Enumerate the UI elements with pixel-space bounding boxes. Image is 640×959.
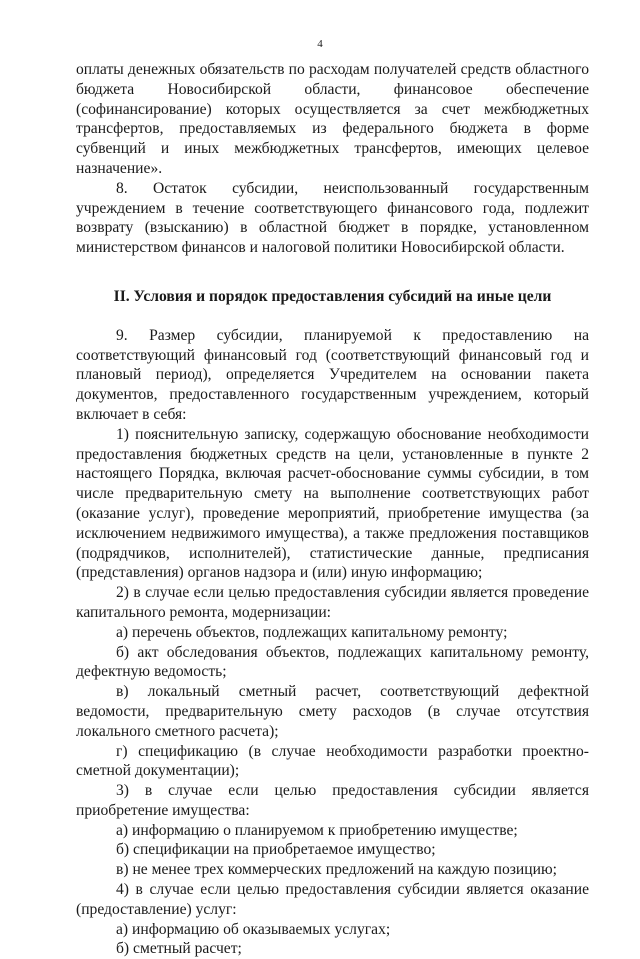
item-1: 1) пояснительную записку, содержащую обоснование необходимости предоставления бюджетных средств на цели, установленные в пункте 2 настоящего Порядка, включая расчет-обоснование суммы субсидии, в том числе предварительную смету на выполнение соответствующих работ (оказание услуг), проведение мероприятий, приобретение имущества (за исключением недвижимого имущества), а также предложения поставщиков (подрядчиков, исполнителей), статистические данные, предписания (представления) органов надзора и (или) иную информацию; bbox=[76, 425, 589, 582]
item-3v: в) не менее трех коммерческих предложений на каждую позицию; bbox=[116, 861, 557, 879]
item-2b: б) акт обследования объектов, подлежащих капитальному ремонту, дефектную ведомость; bbox=[76, 643, 589, 681]
paragraph-8: 8. Остаток субсидии, неиспользованный государственным учреждением в течение соответствующего финансового года, подлежит возврату (взысканию) в областной бюджет в порядке, установленном министерством финансов и налоговой политики Новосибирской области. bbox=[76, 179, 589, 257]
item-2v: в) локальный сметный расчет, соответствующий дефектной ведомости, предварительную смету расходов (в случае отсутствия локального сметного расчета); bbox=[76, 683, 589, 740]
item-4: 4) в случае если целью предоставления субсидии является оказание (предоставление) услуг: bbox=[76, 881, 589, 918]
item-2: 2) в случае если целью предоставления субсидии является проведение капитального ремонта, модернизации: bbox=[76, 584, 589, 621]
item-3: 3) в случае если целью предоставления субсидии является приобретение имущества: bbox=[76, 782, 589, 819]
item-4b: б) сметный расчет; bbox=[116, 940, 242, 958]
section-heading: II. Условия и порядок предоставления субсидий на иные цели bbox=[113, 287, 552, 305]
item-4a: а) информацию об оказываемых услугах; bbox=[116, 920, 391, 938]
item-2g: г) спецификацию (в случае необходимости разработки проектно-сметной документации); bbox=[76, 742, 589, 780]
item-3a: а) информацию о планируемом к приобретению имуществе; bbox=[116, 821, 518, 839]
paragraph-9: 9. Размер субсидии, планируемой к предоставлению на соответствующий финансовый год (соответствующий финансовый год и плановый период), определяется Учредителем на основании пакета документов, предоставленного государственным учреждением, который включает в себя: bbox=[76, 326, 589, 423]
document-body bbox=[76, 60, 589, 959]
paragraph-continuation: оплаты денежных обязательств по расходам получателей средств областного бюджета Новосибирской области, финансовое обеспечение (софинансирование) которых осуществляется за счет межбюджетных трансфертов, предоставляемых из федерального бюджета в форме субвенций и иных межбюджетных трансфертов, имеющих целевое назначение». bbox=[76, 61, 589, 177]
item-2a: а) перечень объектов, подлежащих капитальному ремонту; bbox=[116, 623, 508, 641]
page-number: 4 bbox=[317, 38, 323, 50]
item-3b: б) спецификации на приобретаемое имущество; bbox=[116, 841, 436, 859]
